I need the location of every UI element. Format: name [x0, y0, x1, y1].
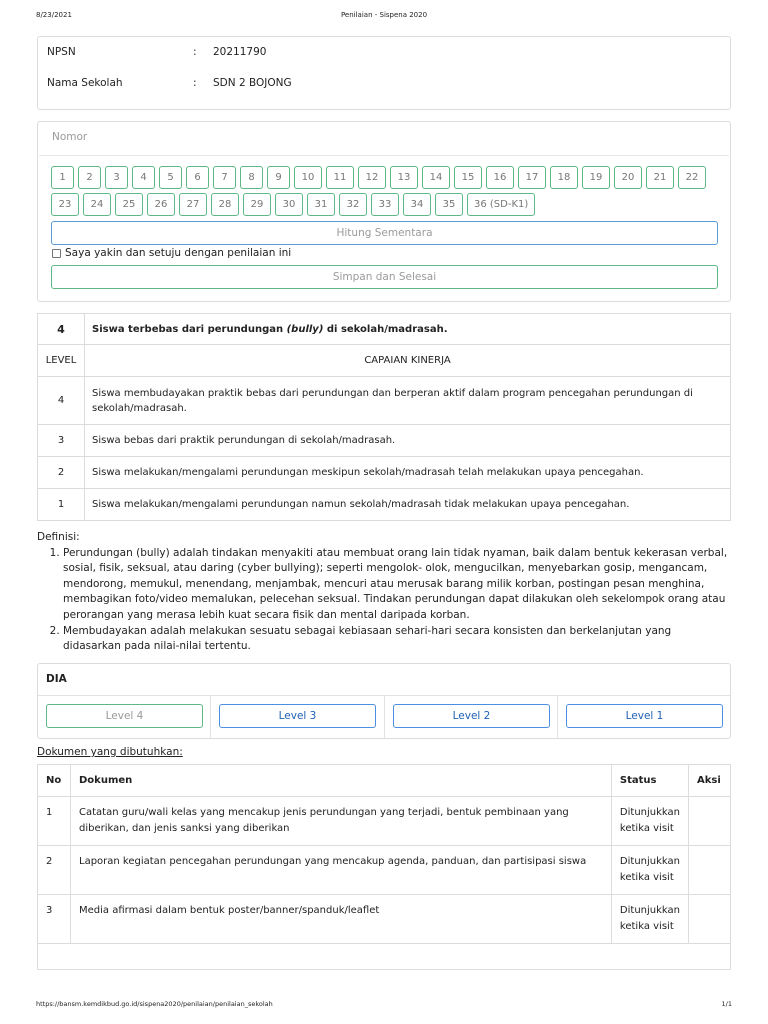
- nomor-button[interactable]: 31: [307, 193, 335, 216]
- nomor-button[interactable]: 23: [51, 193, 79, 216]
- hitung-sementara-button[interactable]: Hitung Sementara: [51, 221, 718, 245]
- dia-level-1-button[interactable]: Level 1: [566, 704, 723, 728]
- level-number: 2: [38, 457, 85, 489]
- dokumen-aksi: [689, 797, 731, 846]
- level-description: Siswa melakukan/mengalami perundungan meskipun sekolah/madrasah telah melakukan upaya pencegahan.: [85, 457, 731, 489]
- dokumen-empty-cell: [38, 944, 731, 970]
- nomor-button[interactable]: 24: [83, 193, 111, 216]
- agree-label: Saya yakin dan setuju dengan penilaian ini: [65, 247, 292, 259]
- dokumen-text: Laporan kegiatan pencegahan perundungan yang mencakup agenda, panduan, dan partisipasi siswa: [71, 846, 612, 895]
- dia-card: [37, 663, 731, 739]
- definisi-item: 2. Membudayakan adalah melakukan sesuatu sebagai kebiasaan sehari-hari secara konsisten dan berkelanjutan yang didasarkan pada nilai-nilai tertentu.: [63, 624, 731, 655]
- nomor-button[interactable]: 36 (SD-K1): [467, 193, 535, 216]
- dia-separator: [557, 696, 558, 738]
- nomor-button[interactable]: 25: [115, 193, 143, 216]
- dokumen-no: 2: [38, 846, 71, 895]
- nomor-button[interactable]: 5: [159, 166, 182, 189]
- dokumen-row: [38, 846, 731, 895]
- dokumen-aksi: [689, 846, 731, 895]
- print-title: Penilaian - Sispena 2020: [340, 11, 428, 19]
- nomor-button[interactable]: 2: [78, 166, 101, 189]
- level-row: [38, 457, 731, 489]
- definisi-list: [63, 546, 731, 655]
- level-number: 1: [38, 489, 85, 521]
- nomor-button[interactable]: 14: [422, 166, 450, 189]
- number-grid: [51, 166, 725, 216]
- nomor-button[interactable]: 21: [646, 166, 674, 189]
- col-no: No: [38, 765, 71, 797]
- level-description: Siswa melakukan/mengalami perundungan namun sekolah/madrasah tidak melakukan upaya pencegahan.: [85, 489, 731, 521]
- nomor-button[interactable]: 30: [275, 193, 303, 216]
- dokumen-status: Ditunjukkan ketika visit: [611, 846, 688, 895]
- school-name-label: Nama Sekolah: [47, 77, 123, 89]
- level-number: 3: [38, 425, 85, 457]
- indicator-text-post: di sekolah/madrasah.: [323, 323, 448, 335]
- nomor-button[interactable]: 19: [582, 166, 610, 189]
- dokumen-header-row: [38, 765, 731, 797]
- nomor-button[interactable]: 35: [435, 193, 463, 216]
- dokumen-text: Media afirmasi dalam bentuk poster/banner/spanduk/leaflet: [71, 895, 612, 944]
- nomor-button[interactable]: 11: [326, 166, 354, 189]
- level-row: [38, 377, 731, 425]
- print-footer: [36, 1000, 732, 1010]
- capaian-header: CAPAIAN KINERJA: [85, 345, 731, 377]
- definisi-section: [37, 530, 731, 655]
- agree-checkbox[interactable]: [52, 249, 61, 258]
- level-row: [38, 425, 731, 457]
- nomor-button[interactable]: 16: [486, 166, 514, 189]
- nomor-button[interactable]: 7: [213, 166, 236, 189]
- indicator-row: [38, 314, 731, 345]
- capaian-kinerja-table: [37, 313, 731, 521]
- dia-separator: [210, 696, 211, 738]
- nomor-button[interactable]: 32: [339, 193, 367, 216]
- nomor-divider: [39, 155, 729, 156]
- nomor-button[interactable]: 28: [211, 193, 239, 216]
- indicator-text-em: (bully): [286, 323, 324, 335]
- print-header: [36, 11, 732, 21]
- nomor-button[interactable]: 18: [550, 166, 578, 189]
- school-name-value: SDN 2 BOJONG: [213, 77, 292, 89]
- nomor-button[interactable]: 33: [371, 193, 399, 216]
- nomor-button[interactable]: 15: [454, 166, 482, 189]
- level-header: LEVEL: [38, 345, 85, 377]
- col-status: Status: [611, 765, 688, 797]
- nomor-button[interactable]: 8: [240, 166, 263, 189]
- dia-level-4-button[interactable]: Level 4: [46, 704, 203, 728]
- npsn-value: 20211790: [213, 46, 267, 58]
- dokumen-row: [38, 797, 731, 846]
- dokumen-title: Dokumen yang dibutuhkan:: [37, 746, 183, 758]
- nomor-button[interactable]: 4: [132, 166, 155, 189]
- col-dokumen: Dokumen: [71, 765, 612, 797]
- definisi-title: Definisi:: [37, 531, 80, 543]
- indicator-text: [85, 314, 731, 345]
- level-header-row: [38, 345, 731, 377]
- nomor-heading: Nomor: [52, 131, 88, 143]
- dokumen-table: [37, 764, 731, 970]
- school-name-colon: :: [193, 77, 197, 89]
- dokumen-text: Catatan guru/wali kelas yang mencakup jenis perundungan yang terjadi, bentuk pembinaan yang diberikan, dan jenis sanksi yang diberikan: [71, 797, 612, 846]
- dokumen-empty-row: [38, 944, 731, 970]
- print-page: 1/1: [721, 1000, 732, 1008]
- nomor-button[interactable]: 3: [105, 166, 128, 189]
- definisi-item: 1. Perundungan (bully) adalah tindakan menyakiti atau membuat orang lain tidak nyaman, baik dalam bentuk kekerasan verbal, sosial, fisik, seksual, atau daring (cyber bullying); seperti mengolok- olok, mengucilkan, menyebarkan gosip, mengancam, mendorong, memukul, menendang, menjambak, mencuri atau merusak barang milik korban, postingan pesan menghina, membagikan foto/video memalukan, pelecehan seksual. Tindakan perundungan dapat dilakukan oleh sekelompok orang atau perorangan yang merasa lebih kuat secara fisik dan mental daripada korban.: [63, 546, 731, 624]
- dia-title: DIA: [46, 673, 67, 685]
- level-description: Siswa bebas dari praktik perundungan di sekolah/madrasah.: [85, 425, 731, 457]
- nomor-button[interactable]: 34: [403, 193, 431, 216]
- nomor-button[interactable]: 27: [179, 193, 207, 216]
- indicator-text-pre: Siswa terbebas dari perundungan: [92, 323, 287, 335]
- level-description: Siswa membudayakan praktik bebas dari perundungan dan berperan aktif dalam program pencegahan perundungan di sekolah/madrasah.: [85, 377, 731, 425]
- school-info-card: [37, 36, 731, 110]
- level-number: 4: [38, 377, 85, 425]
- print-url: https://bansm.kemdikbud.go.id/sispena2020/penilaian/penilaian_sekolah: [36, 1000, 273, 1008]
- nomor-button[interactable]: 22: [678, 166, 706, 189]
- simpan-selesai-button[interactable]: Simpan dan Selesai: [51, 265, 718, 289]
- dokumen-no: 3: [38, 895, 71, 944]
- col-aksi: Aksi: [689, 765, 731, 797]
- nomor-button[interactable]: 26: [147, 193, 175, 216]
- level-row: [38, 489, 731, 521]
- dokumen-aksi: [689, 895, 731, 944]
- indicator-number: 4: [38, 314, 85, 345]
- nomor-button[interactable]: 20: [614, 166, 642, 189]
- nomor-button[interactable]: 17: [518, 166, 546, 189]
- nomor-button[interactable]: 29: [243, 193, 271, 216]
- nomor-button[interactable]: 6: [186, 166, 209, 189]
- npsn-colon: :: [193, 46, 197, 58]
- dia-separator: [384, 696, 385, 738]
- print-date: 8/23/2021: [36, 11, 72, 19]
- dokumen-status: Ditunjukkan ketika visit: [611, 895, 688, 944]
- dokumen-status: Ditunjukkan ketika visit: [611, 797, 688, 846]
- nomor-card: [37, 121, 731, 302]
- agree-row[interactable]: [52, 247, 291, 259]
- nomor-button[interactable]: 9: [267, 166, 290, 189]
- dokumen-row: [38, 895, 731, 944]
- dokumen-no: 1: [38, 797, 71, 846]
- npsn-label: NPSN: [47, 46, 76, 58]
- nomor-button[interactable]: 13: [390, 166, 418, 189]
- nomor-button[interactable]: 10: [294, 166, 322, 189]
- nomor-button[interactable]: 12: [358, 166, 386, 189]
- nomor-button[interactable]: 1: [51, 166, 74, 189]
- dia-level-3-button[interactable]: Level 3: [219, 704, 376, 728]
- dia-level-2-button[interactable]: Level 2: [393, 704, 550, 728]
